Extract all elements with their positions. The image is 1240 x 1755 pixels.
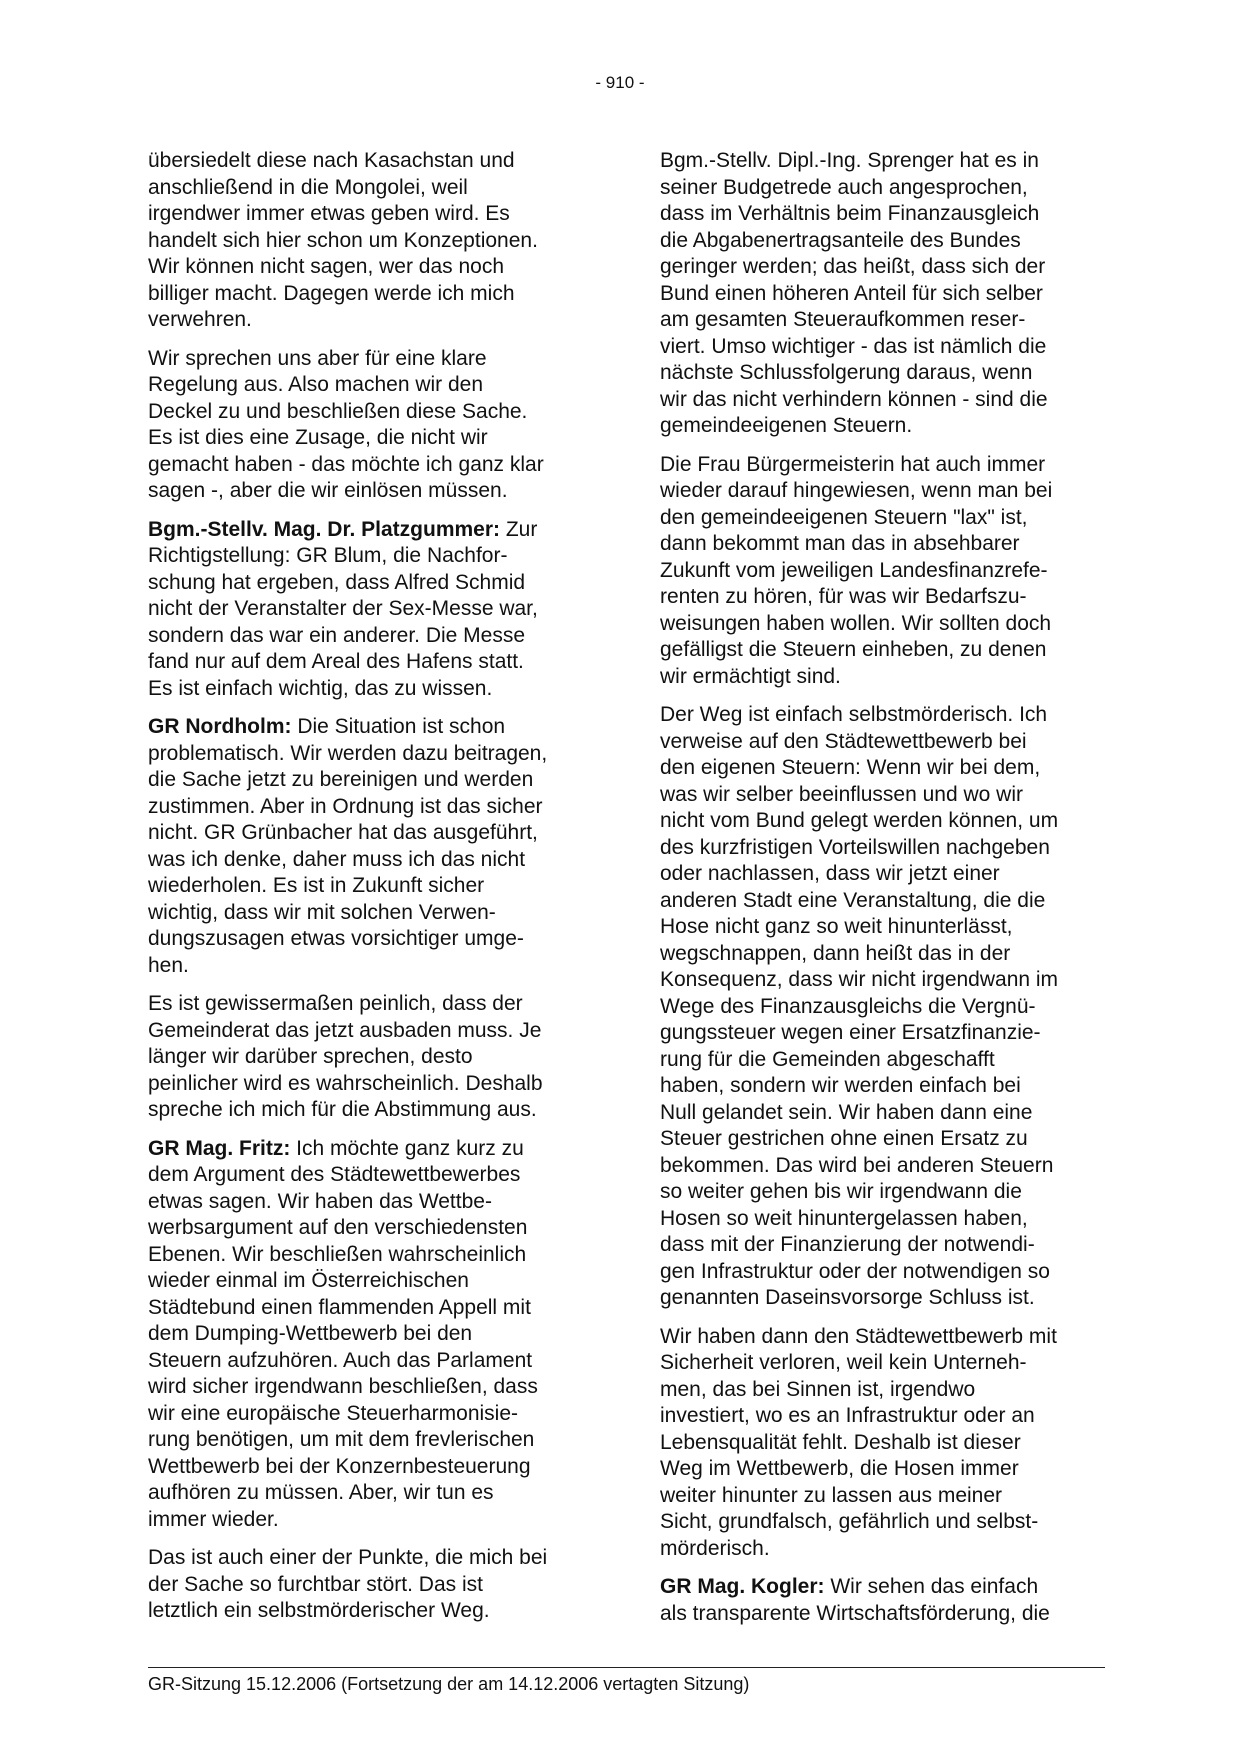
paragraph: Bgm.-Stellv. Dipl.-Ing. Sprenger hat es in seiner Budgetrede auch angesprochen, dass im Verhältnis beim Finanzausgleich die Abgabenertragsanteile des Bundes geringer werden; das heißt, dass sich der Bund einen höheren Anteil für sich selber am gesamten Steueraufkommen reser- viert. Umso wichtiger - das ist nämlich die nächste Schlussfolgerung daraus, wenn wir das nicht verhindern können - sind die gemeindeeigenen Steuern.: [660, 149, 1048, 437]
paragraph: übersiedelt diese nach Kasachstan und anschließend in die Mongolei, weil irgendwer immer etwas geben wird. Es handelt sich hier schon um Konzeptionen. Wir können nicht sagen, wer das noch billiger macht. Dagegen werde ich mich verwehren.: [148, 149, 538, 331]
right-column: [660, 148, 1100, 1639]
paragraph: Wir sprechen uns aber für eine klare Regelung aus. Also machen wir den Deckel zu und beschließen diese Sache. Es ist dies eine Zusage, die nicht wir gemacht haben - das möchte ich ganz klar sagen -, aber die wir einlösen müssen.: [148, 346, 544, 502]
footer-text: GR-Sitzung 15.12.2006 (Fortsetzung der am 14.12.2006 vertagten Sitzung): [148, 1674, 750, 1694]
speech-paragraph: [148, 714, 588, 979]
speech-paragraph: [148, 1136, 588, 1534]
speaker-name: GR Mag. Fritz:: [148, 1136, 291, 1160]
speech-paragraph: [660, 1574, 1100, 1627]
speech-paragraph: [148, 517, 588, 703]
footer-divider: [148, 1667, 1105, 1668]
speaker-name: Bgm.-Stellv. Mag. Dr. Platzgummer:: [148, 517, 501, 541]
speech-text: Ich möchte ganz kurz zu dem Argument des Städtewettbewerbes etwas sagen. Wir haben das Wettbe- werbsargument auf den verschiedensten Ebenen. Wir beschließen wahrscheinlich wieder einmal im Österreichischen Städtebund einen flammenden Appell mit dem Dumping-Wettbewerb bei den Steuern aufzuhören. Auch das Parlament wird sicher irgendwann beschließen, dass wir eine europäische Steuerharmonisie- rung benötigen, um mit dem frevlerischen Wettbewerb bei der Konzernbesteuerung aufhören zu müssen. Aber, wir tun es immer wieder.: [148, 1136, 538, 1531]
left-column: [148, 148, 588, 1637]
paragraph: Die Frau Bürgermeisterin hat auch immer wieder darauf hingewiesen, wenn man bei den gemeindeeigenen Steuern "lax" ist, dann bekommt man das in absehbarer Zukunft vom jeweiligen Landesfinanzrefe- renten zu hören, für was wir Bedarfszu- weisungen haben wollen. Wir sollten doch gefälligst die Steuern einheben, zu denen wir ermächtigt sind.: [660, 452, 1053, 688]
paragraph: Es ist gewissermaßen peinlich, dass der Gemeinderat das jetzt ausbaden muss. Je länger wir darüber sprechen, desto peinlicher wird es wahrscheinlich. Deshalb spreche ich mich für die Abstimmung aus.: [148, 992, 543, 1121]
speech-text: Die Situation ist schon problematisch. Wir werden dazu beitragen, die Sache jetzt zu bereinigen und werden zustimmen. Aber in Ordnung ist das sicher nicht. GR Grünbacher hat das ausgeführt, was ich denke, daher muss ich das nicht wiederholen. Es ist in Zukunft sicher wichtig, dass wir mit solchen Verwen- dungszusagen etwas vorsichtiger umge- hen.: [148, 715, 548, 977]
page-number: - 910 -: [595, 73, 645, 92]
paragraph: Der Weg ist einfach selbstmörderisch. Ich verweise auf den Städtewettbewerb bei den eigenen Steuern: Wenn wir bei dem, was wir selber beeinflussen und wo wir nicht vom Bund gelegt werden können, um des kurzfristigen Vorteilswillen nachgeben oder nachlassen, dass wir jetzt einer anderen Stadt eine Veranstaltung, die die Hose nicht ganz so weit hinunterlässt, wegschnappen, dann heißt das in der Konsequenz, dass wir nicht irgendwann im Wege des Finanzausgleichs die Vergnü- gungssteuer wegen einer Ersatzfinanzie- rung für die Gemeinden abgeschafft haben, sondern wir werden einfach bei Null gelandet sein. Wir haben dann eine Steuer gestrichen ohne einen Ersatz zu bekommen. Das wird bei anderen Steuern so weiter gehen bis wir irgendwann die Hosen so weit hinuntergelassen haben, dass mit der Finanzierung der notwendi- gen Infrastruktur oder der notwendigen so genannten Daseinsvorsorge Schluss ist.: [660, 703, 1059, 1309]
speaker-name: GR Mag. Kogler:: [660, 1575, 825, 1598]
paragraph: Wir haben dann den Städtewettbewerb mit Sicherheit verloren, weil kein Unterneh- men, das bei Sinnen ist, irgendwo investiert, wo es an Infrastruktur oder an Lebensqualität fehlt. Deshalb ist dieser Weg im Wettbewerb, die Hosen immer weiter hinunter zu lassen aus meiner Sicht, grundfalsch, gefährlich und selbst- mörderisch.: [660, 1324, 1057, 1560]
speaker-name: GR Nordholm:: [148, 715, 292, 738]
paragraph: Das ist auch einer der Punkte, die mich bei der Sache so furchtbar stört. Das ist letztlich ein selbstmörderischer Weg.: [148, 1546, 548, 1622]
speech-text: Wir sehen das einfach als transparente Wirtschaftsförderung, die: [660, 1575, 1050, 1625]
speech-text: Zur Richtigstellung: GR Blum, die Nachfor- schung hat ergeben, dass Alfred Schmid nicht der Veranstalter der Sex-Messe war, sondern das war ein anderer. Die Messe fand nur auf dem Areal des Hafens statt. Es ist einfach wichtig, das zu wissen.: [148, 517, 538, 700]
